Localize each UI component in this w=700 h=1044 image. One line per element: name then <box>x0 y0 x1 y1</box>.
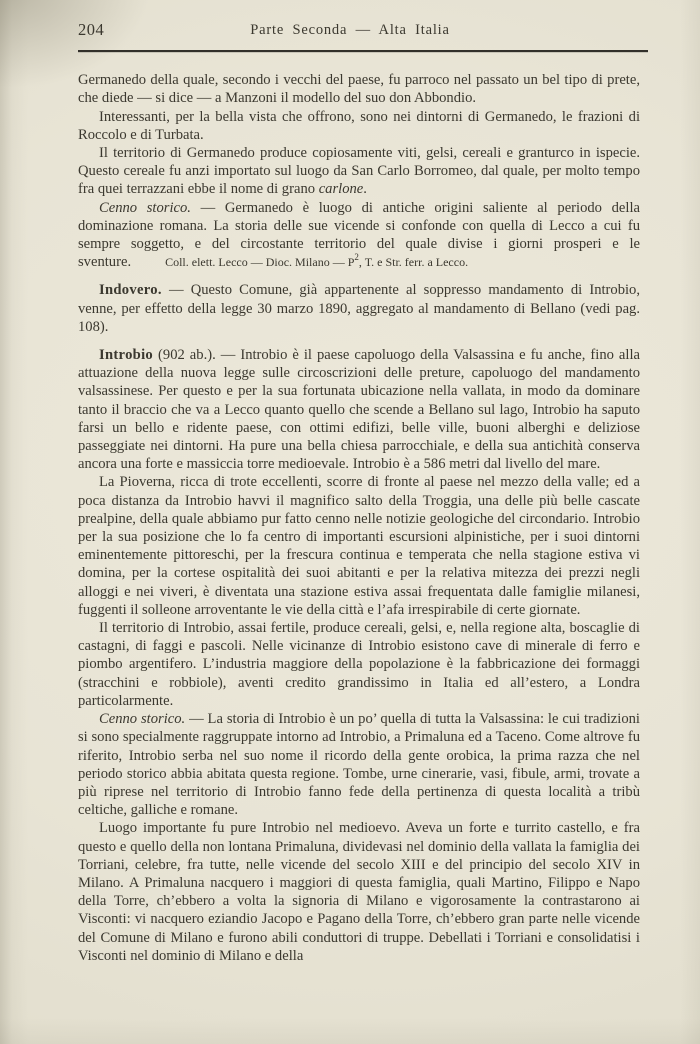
text-run: carlone <box>318 181 364 198</box>
para-cenno-storico-introbio <box>78 710 640 819</box>
text-run: Introbio <box>99 347 154 364</box>
text-run: , T. e Str. ferr. a Lecco. <box>358 255 469 270</box>
para-interessanti <box>78 108 640 144</box>
text-run: . <box>363 181 367 198</box>
text-run: 2 <box>354 252 359 263</box>
text-run: Interessanti, per la bella vista che offrono, sono nei dintorni di Germanedo, le frazioni di Roccolo e di Turbata. <box>78 108 640 143</box>
para-germanedo-continuation <box>78 71 640 107</box>
para-medioevo <box>78 819 640 965</box>
para-territorio-germanedo <box>78 144 640 199</box>
text-run: Coll. elett. Lecco — Dioc. Milano — P <box>165 255 355 270</box>
text-run: Cenno storico. <box>99 711 186 728</box>
text-run: — La storia di Introbio è un po’ quella di tutta la Valsassina: le cui tradizioni si sono specialmente raggruppate intorno ad Introbio, a Primaluna ed a Taceno. Come altrove fu riferito, Introbio serba nel suo nome il ricordo della gente orobica, la prima razza che nel periodo storico abbia abitata questa regione. Tombe, urne cinerarie, vasi, fibule, armi, trovate a più riprese nel territorio di Introbio fanno fede della pertinenza di questa località a tribù celtiche, galliche e romane. <box>78 711 640 819</box>
text-run: Il territorio di Introbio, assai fertile, produce cereali, gelsi, e, nella regione alta, boscaglie di castagni, di faggi e pascoli. Nelle vicinanze di Introbio esistono cave di minerale di ferro e piombo argentifero. L’industria maggiore della popolazione è la fabbricazione dei formaggi (stracchini e robbiole), aventi credito grandissimo in Italia ed all’estero, a Londra particolarmente. <box>78 620 640 709</box>
page-header <box>0 0 700 46</box>
para-indovero <box>78 281 640 336</box>
text-run: Germanedo della quale, secondo i vecchi del paese, fu parroco nel passato un bel tipo di prete, che diede — si dice — a Manzoni il modello del suo don Abbondio. <box>78 72 640 107</box>
para-cenno-storico-germanedo <box>78 199 640 272</box>
text-block <box>78 71 640 965</box>
text-run: — Questo Comune, già appartenente al soppresso mandamento di Introbio, venne, per effetto della legge 30 marzo 1890, aggregato al mandamento di Bellano (vedi pag. 108). <box>78 282 640 335</box>
para-introbio <box>78 346 640 473</box>
text-run: Luogo importante fu pure Introbio nel medioevo. Aveva un forte e turrito castello, e fra questo e quello della non lontana Primaluna, dividevasi nel dominio della vallata la famiglia dei Torriani, celebre, fra tutte, nelle vicende del secolo XIII e del principio del secolo XIV in Milano. A Primaluna nacquero i maggiori di questa famiglia, quali Martino, Filippo e Napo della Torre, ch’ebbero a volta la signoria di Milano e vigorosamente la contrastarono ai Visconti: vi nacquero eziandio Jacopo e Pagano della Torre, ch’ebbero gran parte nelle vicende del Comune di Milano e furono abili conduttori di truppe. Debellati i Torriani e consolidatisi i Visconti nel dominio di Milano e della <box>78 820 640 964</box>
page-number: 204 <box>78 20 105 39</box>
text-run: Il territorio di Germanedo produce copiosamente viti, gelsi, cereali e granturco in ispecie. Questo cereale fu anzi importato sul luogo da San Carlo Borromeo, dal quale, per molto tempo fra quei terrazzani ebbe il nome di grano <box>78 145 640 198</box>
para-territorio-introbio <box>78 619 640 710</box>
text-run: — Germanedo è luogo di antiche origini saliente al periodo della dominazione romana. La storia delle sue vicende si confonde con quella di Lecco a cui fu sempre soggetto, e del circostante territorio del quale divise i giorni prosperi e le sventure. <box>78 199 640 271</box>
text-run: Indovero. <box>99 282 162 299</box>
text-run: (902 ab.). — Introbio è il paese capoluogo della Valsassina e fu anche, fino alla attuazione della nuova legge sulle circoscrizioni delle preture, capoluogo del mandamento valsassinese. Per questo e per la sua fortunata ubicazione nella vallata, in modo da dominare tanto il braccio che va a Lecco quanto quello che scende a Bellano sul lago, Introbio ha saputo farsi un bello e ridente paese, con ottimi edifizi, belle ville, buoni alberghi e deliziose passeggiate nei dintorni. Ha pure una bella chiesa parrocchiale, e della sua antichità conserva ancora una forte e massiccia torre medioevale. Introbio è a 586 metri dal livello del mare. <box>78 347 640 473</box>
para-pioverna <box>78 473 640 619</box>
header-rule <box>78 50 648 52</box>
text-run: Cenno storico. <box>99 199 191 216</box>
text-run: La Pioverna, ricca di trote eccellenti, scorre di fronte al paese nel mezzo della valle; ed a poca distanza da Introbio havvi il magnifico salto della Troggia, una delle più belle cascate prealpine, della quale abbiamo pur fatto cenno nelle notizie geologiche del circondario. Introbio per la sua posizione che lo fa centro di importanti escursioni alpinistiche, per i suoi dintorni eminentemente pittoreschi, per la frescura continua e temperata che nella stagione estiva vi domina, per la cortese ospitalità dei suoi abitanti e per la relativa mitezza dei prezzi negli alloggi e nei viveri, è diventata una stazione estiva assai frequentata dalle famiglie milanesi, fuggenti il solleone arroventante le vie della città e l’afa irrespirabile di certe giornate. <box>78 474 640 618</box>
running-title: Parte Seconda — Alta Italia <box>250 22 450 38</box>
